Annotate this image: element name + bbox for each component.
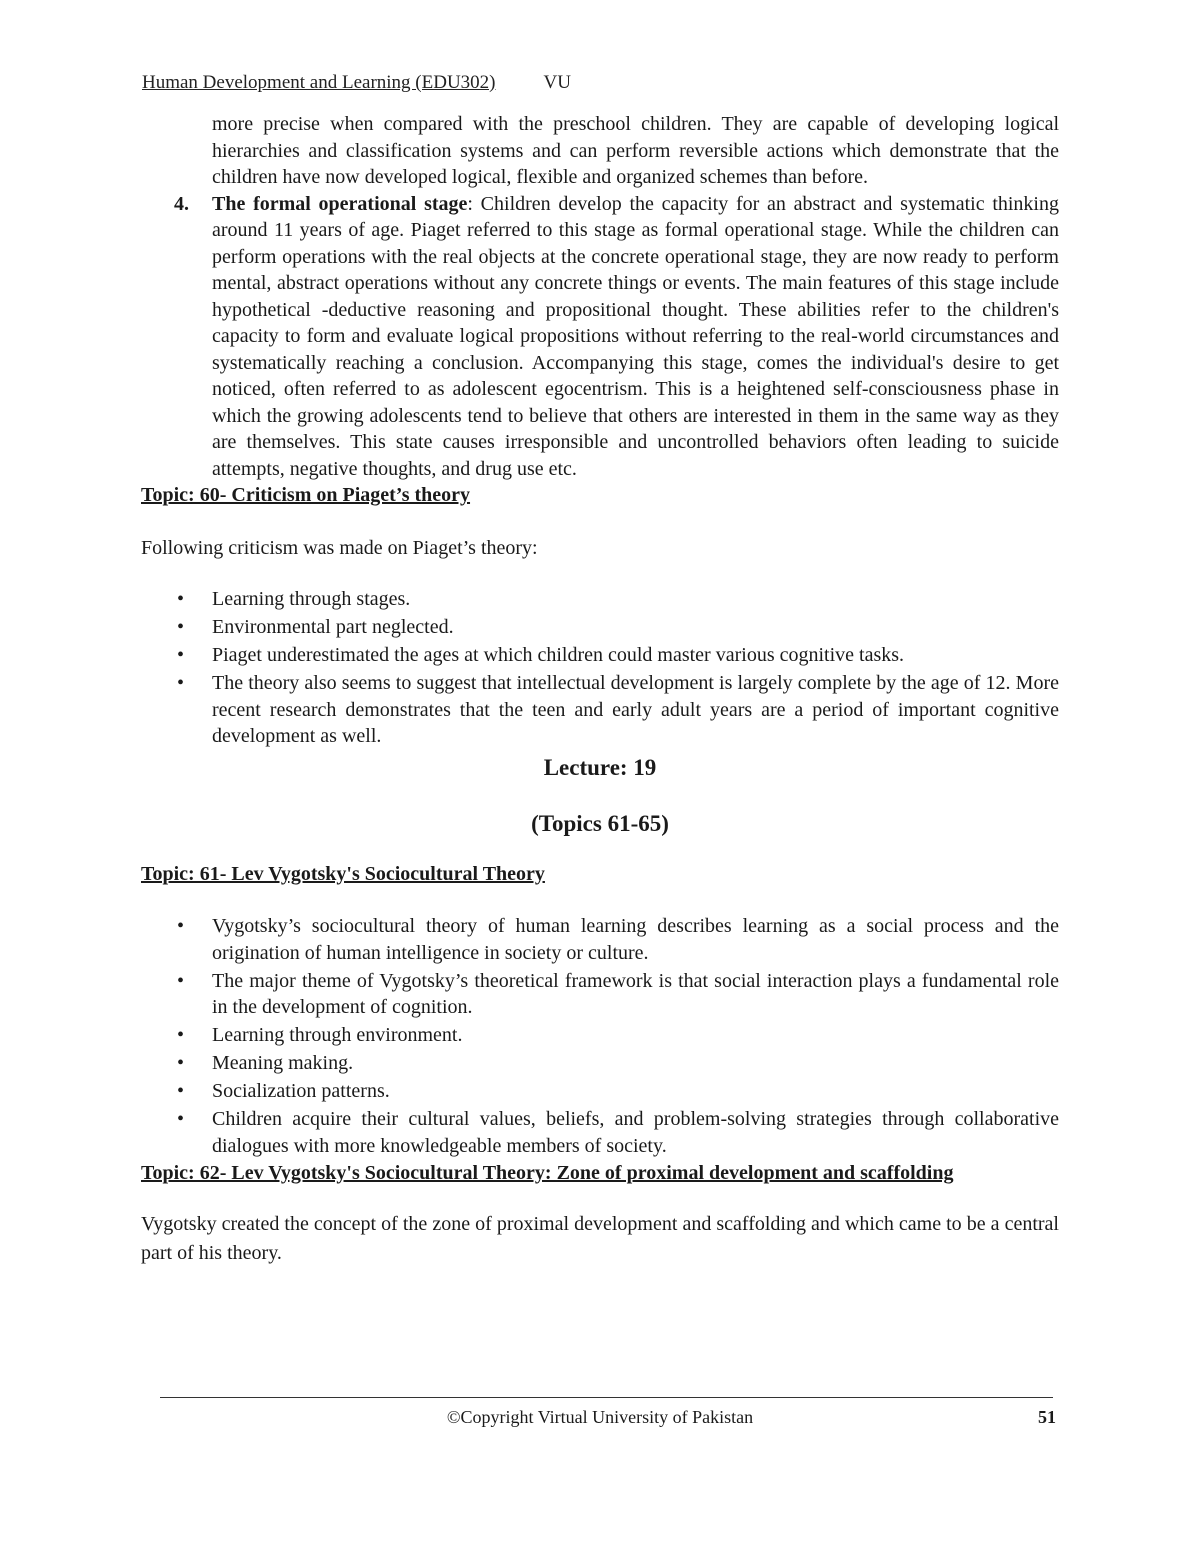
topic-62-heading: Topic: 62- Lev Vygotsky's Sociocultural Theory: Zone of proximal development and scaffolding: [141, 1162, 954, 1184]
list-item: • Environmental part neglected.: [141, 614, 1059, 641]
bullet-icon: •: [177, 644, 185, 666]
bullet-icon: •: [177, 588, 185, 610]
footer-copyright: ©Copyright Virtual University of Pakistan: [446, 1407, 754, 1427]
lecture-topics: (Topics 61-65): [531, 810, 669, 836]
topic-60-intro: Following criticism was made on Piaget’s theory:: [141, 536, 538, 559]
item-number: 4.: [174, 192, 189, 215]
institution-short: VU: [543, 72, 571, 93]
list-item: • Meaning making.: [141, 1050, 1059, 1077]
running-header: [142, 70, 571, 96]
footer-divider: [160, 1397, 1053, 1398]
bullet-icon: •: [177, 969, 185, 992]
formal-operational-stage-item: [141, 191, 1059, 483]
list-item: • The major theme of Vygotsky’s theoretical framework is that social interaction plays a fundamental role in the development of cognition.: [177, 969, 1059, 1018]
stage-title: The formal operational stage: [212, 192, 468, 215]
page-number: 51: [1038, 1407, 1056, 1427]
topic-61-bullet-list: [141, 913, 1059, 1159]
stage-continuation-paragraph: more precise when compared with the preschool children. They are capable of developing logical hierarchies and classification systems and can perform reversible actions which demonstrate that the children have now developed logical, flexible and organized schemes than before.: [212, 113, 1059, 188]
stage-description: : Children develop the capacity for an abstract and systematic thinking around 11 years of age. Piaget referred to this stage as formal operational stage. While the children can perform operations with the real objects at the concrete operational stage, they are now ready to perform mental, abstract operations without any concrete things or events. The main features of this stage include hypothetical -deductive reasoning and propositional thought. These abilities refer to the children's capacity to form and evaluate logical propositions without referring to the real-world circumstances and systematically reaching a conclusion. Accompanying this stage, comes the individual's desire to get noticed, often referred to as adolescent egocentrism. This is a heightened self-consciousness phase in which the growing adolescents tend to believe that others are interested in them in the same way as they are themselves. This state causes irresponsible and uncontrolled behaviors often leading to suicide attempts, negative thoughts, and drug use etc.: [212, 192, 1059, 480]
list-item: • Piaget underestimated the ages at which children could master various cognitive tasks.: [141, 642, 1059, 669]
topic-60-heading: Topic: 60- Criticism on Piaget’s theory: [141, 484, 471, 506]
bullet-icon: •: [177, 1080, 185, 1102]
list-item: • The theory also seems to suggest that intellectual development is largely complete by the age of 12. More recent research demonstrates that the teen and early adult years are a period of important cognitive development as well.: [177, 672, 1059, 747]
bullet-icon: •: [177, 1052, 185, 1074]
list-item: • Learning through stages.: [141, 586, 1059, 613]
course-title: Human Development and Learning (EDU302): [142, 72, 496, 93]
page-content: [141, 111, 1059, 1268]
list-item: • Vygotsky’s sociocultural theory of human learning describes learning as a social process and the origination of human intelligence in society or culture.: [177, 915, 1059, 964]
lecture-title: Lecture: 19: [543, 754, 657, 780]
bullet-icon: •: [177, 915, 185, 937]
bullet-icon: •: [177, 672, 185, 694]
topic-61-heading: Topic: 61- Lev Vygotsky's Sociocultural Theory: [141, 862, 545, 885]
bullet-icon: •: [177, 1108, 185, 1130]
list-item: • Learning through environment.: [141, 1022, 1059, 1049]
topic-60-bullet-list: [141, 586, 1059, 750]
bullet-icon: •: [177, 1024, 185, 1046]
topic-62-paragraph: Vygotsky created the concept of the zone of proximal development and scaffolding and which came to be a central part of his theory.: [141, 1213, 1059, 1264]
list-item: • Children acquire their cultural values, beliefs, and problem-solving strategies through collaborative dialogues with more knowledgeable members of society.: [177, 1108, 1059, 1157]
bullet-icon: •: [177, 616, 185, 638]
list-item: • Socialization patterns.: [141, 1078, 1059, 1105]
